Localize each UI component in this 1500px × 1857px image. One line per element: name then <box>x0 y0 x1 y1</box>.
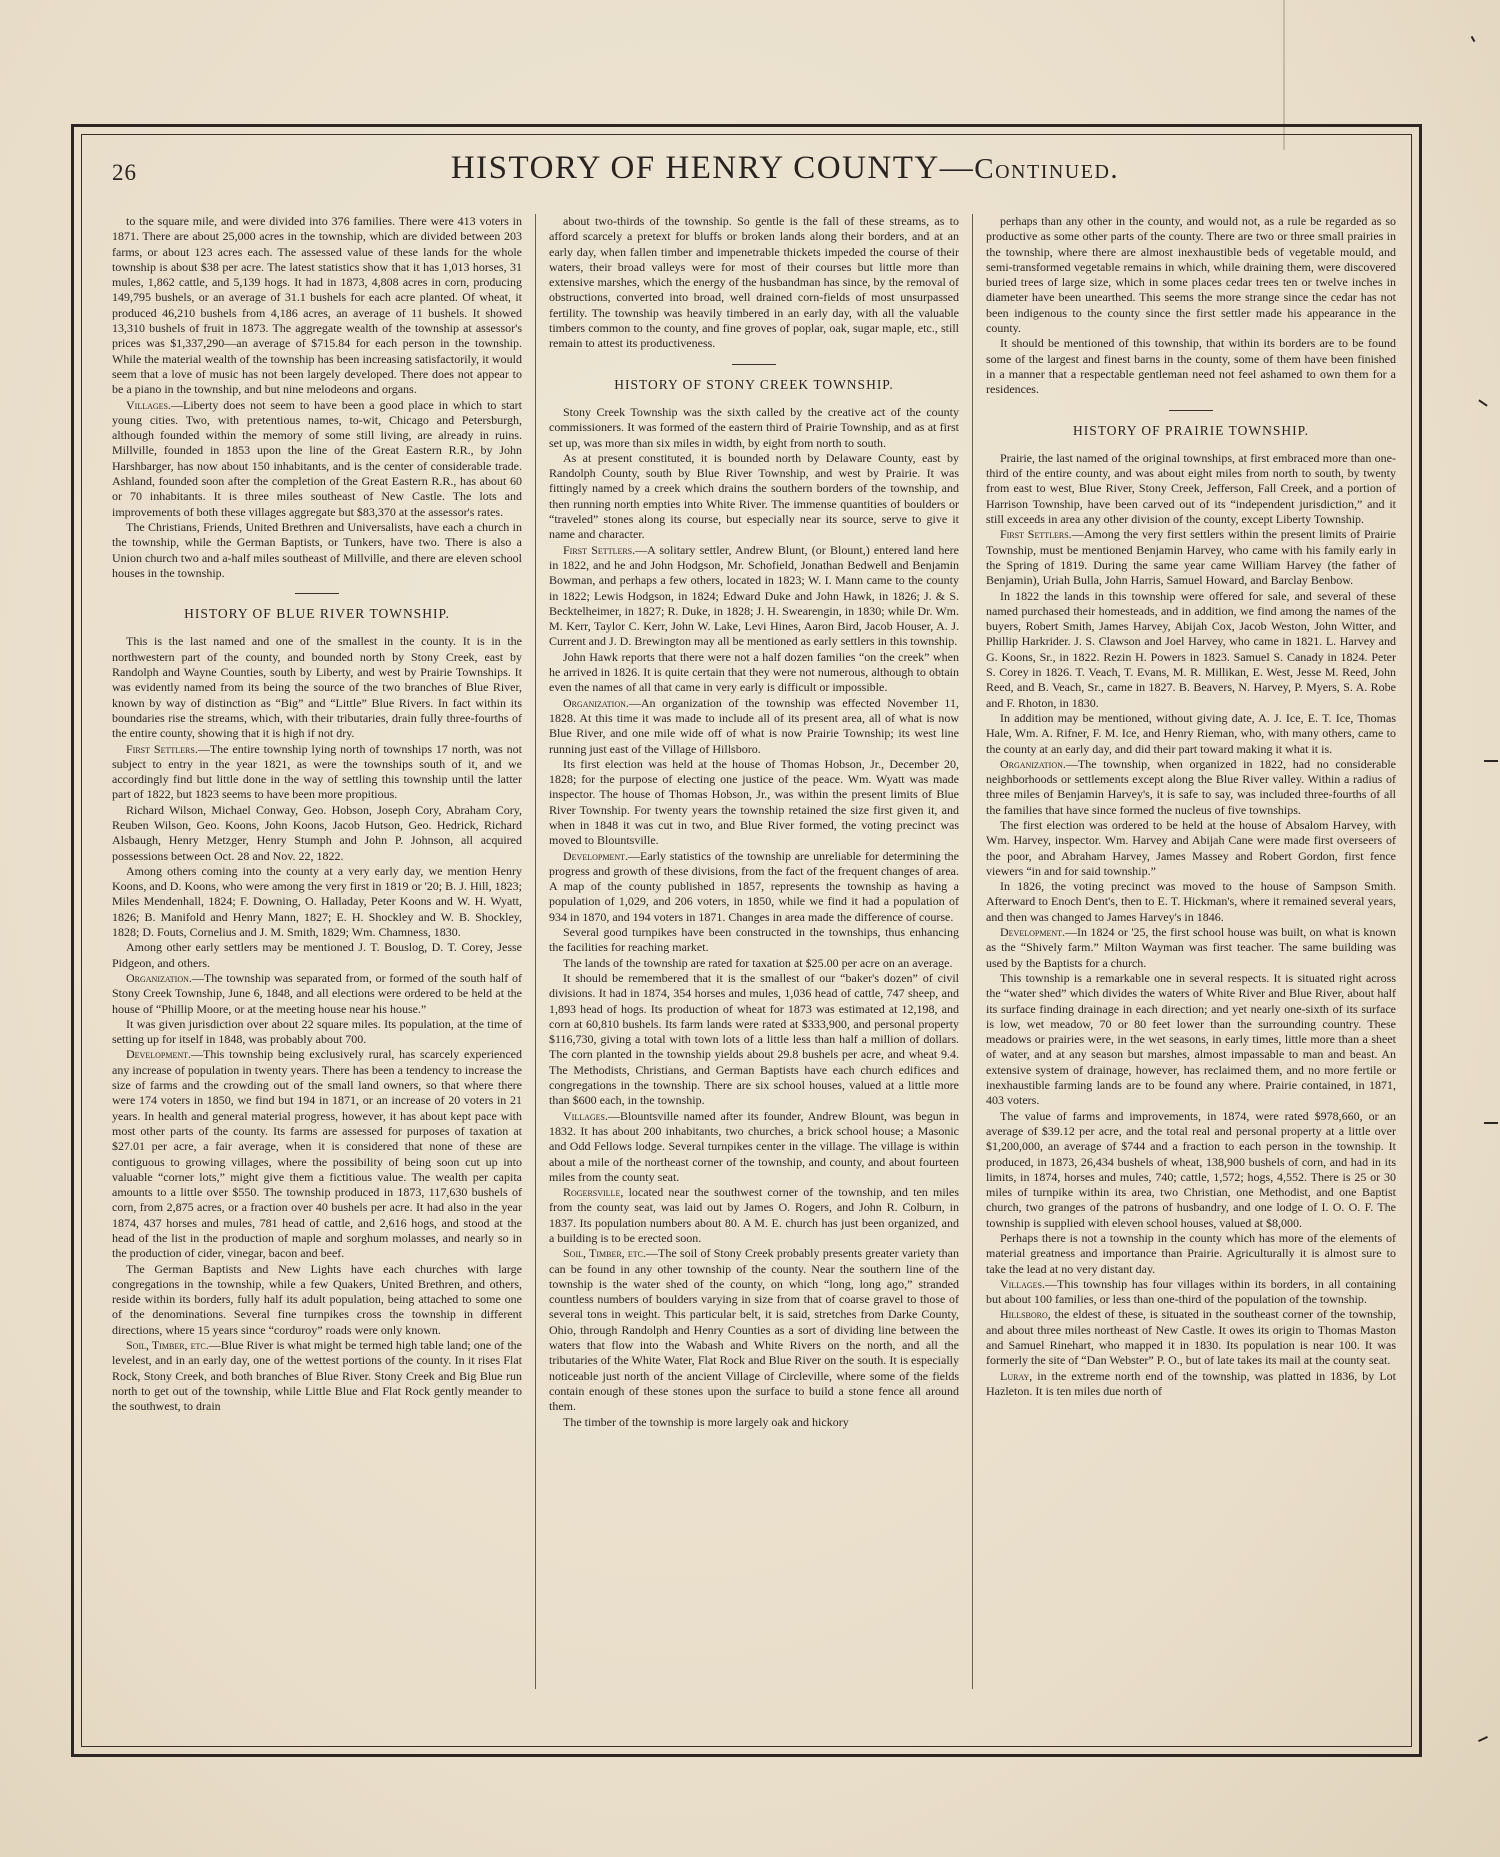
paragraph-text: perhaps than any other in the county, and would not, as a rule be regarded as so productive as some other parts of the county. There are two or three small prairies in the township, where there are almost inexhaustible beds of vegetable mould, and semi-transformed vegetable remains in which, while draining them, were discovered buried trees of large size, which in some places cedar trees ten or twelve inches in diameter have been unearthed. This seems the more strange since the cedar has not been indigenous to the county since the first settler made his appearance in the county. <box>986 214 1396 336</box>
paragraph-text: The lands of the township are rated for taxation at $25.00 per acre on an average. <box>563 955 953 970</box>
section-rule <box>1169 410 1213 411</box>
paragraph-text: —A solitary settler, Andrew Blunt, (or Blount,) entered land here in 1822, and he and John Hodgson, Mr. Schofield, Jonathan Bedwell and Benjamin Bowman, and perhaps a few others, located in 1823; W. I. Mann came to the county in 1822; Lewis Hodgson, in 1824; Edward Duke and John Hawk, in 1826; J. & S. Becktelheimer, in 1827; R. Duke, in 1828; J. H. Swearengin, in 1830; while Dr. Wm. M. Kerr, Taylor C. Kerr, John W. Lake, Levi Hines, Aaron Bird, Jacob Houser, A. J. Current and J. D. Brewington may all be mentioned as early settlers in this township. <box>549 542 959 649</box>
run-in-heading: Rogersville, <box>563 1185 624 1200</box>
run-in-heading: Hillsboro, <box>1000 1307 1051 1322</box>
paragraph <box>112 398 522 520</box>
paragraph-text: The German Baptists and New Lights have each churches with large congregations in the township, while a few Quakers, United Brethren, and others, reside within its borders, fully half its adult population, being attached to some one of the denominations. Several fine turnpikes cross the township in different directions, where 15 years since “corduroy” roads were only known. <box>112 1261 522 1337</box>
paragraph-text: about two-thirds of the township. So gentle is the fall of these streams, as to afford scarcely a pretext for bluffs or broken lands along their borders, and at an early day, when fallen timber and impenetrable thickets impeded the course of their waters, their broad valleys were for most of their courses but little more than extensive marshes, which the energy of the husbandman has since, by the removal of obstructions, converted into broad, well drained corn-fields of most unsurpassed fertility. The township was heavily timbered in an early day, with all the valuable timbers common to the county, and fine groves of poplar, oak, sugar maple, etc., still remain to attest its productiveness. <box>549 214 959 351</box>
paragraph-text: —The entire township lying north of townships 17 north, was not subject to entry in the year 1821, as were the townships south of it, and we accordingly find but little done in the way of settling this township until the latter part of 1822, but 1823 seems to have been more propitious. <box>112 741 522 802</box>
paragraph <box>986 818 1396 879</box>
paragraph <box>112 520 522 581</box>
paragraph-text: Perhaps there is not a township in the county which has more of the elements of material greatness and importance than Prairie. Agriculturally it is almost sure to take the lead at no very distant day. <box>986 1231 1396 1276</box>
text-column-1 <box>112 214 522 1712</box>
paragraph <box>549 214 959 352</box>
paragraph <box>549 757 959 849</box>
paragraph-text: the eldest of these, is situated in the southeast corner of the township, and about three miles northeast of New Castle. It owes its origin to Thomas Maston and Samuel Rinehart, who mapped it in 1830. Its population is near 100. It was formerly the site of “Dan Webster” P. O., but of late takes its mail at the county seat. <box>986 1307 1396 1368</box>
section-heading-block <box>112 593 522 621</box>
run-in-heading: Organization. <box>563 695 629 710</box>
paragraph <box>549 925 959 956</box>
paragraph-text: in the extreme north end of the township, was platted in 1836, by Lot Hazleton. It is ten miles due north of <box>986 1368 1396 1398</box>
paragraph <box>986 1307 1396 1368</box>
paragraph-text: Richard Wilson, Michael Conway, Geo. Hobson, Joseph Cory, Abraham Cory, Reuben Wilson, Geo. Koons, John Koons, Jacob Hutson, Geo. Hedrick, Richard Alsbaugh, Henry Metzger, Henry Stumph and John P. Johnson, all acquired possessions between Oct. 28 and Nov. 22, 1822. <box>112 802 522 863</box>
paragraph-text: Among other early settlers may be mentioned J. T. Bouslog, D. T. Corey, Jesse Pidgeon, and others. <box>112 940 522 970</box>
paragraph <box>549 1415 959 1430</box>
paragraph <box>986 711 1396 757</box>
run-in-heading: Soil, Timber, etc. <box>563 1246 647 1261</box>
section-heading: HISTORY OF PRAIRIE TOWNSHIP. <box>1072 422 1310 438</box>
paragraph <box>986 1231 1396 1277</box>
paragraph-text: Several good turnpikes have been constructed in the townships, thus enhancing the facilities for reaching market. <box>549 925 959 955</box>
paragraph <box>549 1185 959 1246</box>
paragraph-text: In addition may be mentioned, without giving date, A. J. Ice, E. T. Ice, Thomas Hale, Wm. A. Rifner, F. M. Ice, and Henry Rieman, who, with many others, came to the county at an early day, and did their part toward making it what it is. <box>986 710 1396 756</box>
paragraph-text: It was given jurisdiction over about 22 square miles. Its population, at the time of setting up for itself in 1848, was probably about 700. <box>112 1016 522 1047</box>
run-in-heading: Development. <box>1000 925 1065 940</box>
paragraph <box>112 1338 522 1414</box>
paragraph <box>112 940 522 971</box>
paragraph <box>549 451 959 543</box>
run-in-heading: Organization. <box>126 970 192 985</box>
paragraph <box>986 214 1396 336</box>
paragraph-text: Among others coming into the county at a very early day, we mention Henry Koons, and D. Koons, who were among the very first in 1819 or '20; B. J. Hill, 1823; Miles Mendenhall, 1824; F. Downing, O. Halladay, Peter Koons and W. H. Wyatt, 1826; B. Manifold and Henry Mann, 1827; E. H. Shockley and W. B. Shockley, 1828; D. Fouts, Cornelius and J. M. Smith, 1829; Wm. Chamness, 1830. <box>112 863 522 940</box>
paragraph <box>549 956 959 971</box>
section-heading-block <box>986 410 1396 438</box>
paragraph <box>549 543 959 650</box>
paragraph <box>986 589 1396 711</box>
paragraph-text: The first election was ordered to be held at the house of Absalom Harvey, with Wm. Harvey, inspector. Wm. Harvey and Abijah Cane were made first overseers of the poor, and Abraham Harvey, James Massey and Robert Gordon, first fence viewers “in and for said township.” <box>986 817 1396 878</box>
paragraph <box>549 650 959 696</box>
paragraph-text: Its first election was held at the house of Thomas Hobson, Jr., December 20, 1828; for the purpose of electing one justice of the peace. Wm. Wyatt was made inspector. The house of Thomas Hobson, Jr., was within the present limits of Blue River Township. For twenty years the township retained the size first given it, and when in 1848 it was cut in two, and Blue River formed, the voting precinct was moved to Blountsville. <box>549 756 959 848</box>
paragraph <box>112 1262 522 1338</box>
paragraph <box>112 971 522 1017</box>
paragraph <box>986 925 1396 971</box>
paragraph <box>549 1109 959 1185</box>
paragraph <box>112 1017 522 1048</box>
page-title <box>0 150 1500 187</box>
paragraph-text: located near the southwest corner of the township, and ten miles from the county seat, was laid out by James O. Rogers, and John R. Colburn, in 1837. Its population numbers about 80. A M. E. church has just been organized, and a building is to be erected soon. <box>549 1185 959 1245</box>
paragraph <box>112 742 522 803</box>
page-number: 26 <box>112 160 137 185</box>
paragraph-text: It should be remembered that it is the smallest of our “baker's dozen” of civil divisions. It had in 1874, 354 horses and mules, 1,036 head of cattle, 747 sheep, and 1,893 head of hogs. Its production of wheat for 1873 was estimated at 12,198, and corn at 60,810 bushels. Its farm lands were rated at $333,900, and personal property $116,730, giving a total with town lots of a little less than half a million of dollars. The corn planted in the township yields about 29.8 bushels per acre, and wheat 9.4. The Methodists, Christians, and German Baptists have each church edifices and congregations in the township. There are six school houses, valued at a little more than $600 each, in the township. <box>549 970 959 1108</box>
margin-mark <box>1484 1122 1498 1124</box>
section-rule <box>732 364 776 365</box>
paragraph <box>986 971 1396 1109</box>
paragraph-text: John Hawk reports that there were not a half dozen families “on the creek” when he arrived in 1826. It is quite certain that they were not numerous, although to obtain even the names of all that came in very early is difficult or impossible. <box>549 649 959 695</box>
paragraph-text: As at present constituted, it is bounded north by Delaware County, east by Randolph County, south by Blue River Township, and west by Prairie. It was fittingly named by a creek which drains the southern borders of the township, and then running north empties into White River. The immense quantities of boulders or “traveled” stones along its course, but especially near its source, serve to give it name and character. <box>549 450 959 542</box>
paragraph <box>112 214 522 398</box>
section-heading-block <box>549 364 959 392</box>
run-in-heading: Luray, <box>1000 1368 1033 1383</box>
paragraph-text: —In 1824 or '25, the first school house was built, on what is known as the “Shively farm.” Milton Wayman was first teacher. The same building was used by the Baptists for a church. <box>986 925 1396 970</box>
paragraph-text: —The township, when organized in 1822, had no considerable neighborhoods or settlements except along the Blue River valley. Within a radius of three miles of Benjamin Harvey's, it is safe to say, was included three-fourths of all the families that have since formed the nucleus of five townships. <box>986 756 1396 817</box>
paragraph <box>112 1047 522 1261</box>
margin-mark <box>1484 760 1498 762</box>
paragraph <box>549 849 959 925</box>
paragraph <box>986 1109 1396 1231</box>
run-in-heading: Organization. <box>1000 756 1066 771</box>
paragraph-text: Stony Creek Township was the sixth called by the creative act of the county commissioners. It was formed of the eastern third of Prairie Township, and as at first set up, was more than six miles in width, by eight from north to south. <box>549 404 959 450</box>
run-in-heading: Villages. <box>563 1108 608 1123</box>
paragraph-text: —Early statistics of the township are unreliable for determining the progress and growth of these divisions, from the fact of the frequent changes of area. A map of the county published in 1857, represents the township as having a population of 1,029, and 206 voters, in 1850, while we find it had a population of 934 in 1870, and 194 voters in 1871. Changes in area made the difference of course. <box>549 848 959 924</box>
page-title-main: HISTORY OF HENRY COUNTY— <box>450 150 975 186</box>
paragraph-text: Prairie, the last named of the original townships, at first embraced more than one-third of the entire county, and was about eight miles from north to south, by twenty from east to west, Blue River, Stony Creek, Jefferson, Fall Creek, and a portion of Harrison Township, have been carved out of its “independent jurisdiction,” and it still exceeds in area any other division of the county, except Liberty Township. <box>986 450 1396 527</box>
paragraph-text: —An organization of the township was effected November 11, 1828. At this time it was made to include all of its present area, all of what is now Blue River, and one mile wide off of what is now Prairie Township; its west line running just east of the Village of Hillsboro. <box>549 695 959 756</box>
run-in-heading: Villages. <box>1000 1276 1045 1291</box>
paragraph <box>986 527 1396 588</box>
run-in-heading: Development. <box>563 848 628 863</box>
paragraph-text: —This township has four villages within its borders, in all containing but about 100 families, or less than one-third of the population of the township. <box>986 1276 1396 1307</box>
paragraph-text: —This township being exclusively rural, has scarcely experienced any increase of population in twenty years. There has been a tendency to increase the size of farms and the crowding out of the small land owners, so that where there were 174 voters in 1850, we find but 194 in 1871, or an increase of 20 voters in 21 years. In health and general material progress, however, it has about kept pace with most other parts of the county. Its farms are assessed for purposes of taxation at $27.01 per acre, a fair average, when it is considered that none of these are contiguous to growing villages, where the possibility of being soon cut up into valuable “corner lots,” might give them a fictitious value. The wealth per capita amounts to a little over $550. The township produced in 1873, 117,630 bushels of corn, from 2,875 acres, or a fraction over 40 bushels per acre. It had also in the year 1874, 437 horses and mules, 781 head of cattle, and 2,616 hogs, and stood at the head of the list in the production of maple and sorghum molasses, and nearly so in the production of cider, vinegar, bacon and beef. <box>112 1047 522 1261</box>
paragraph <box>112 803 522 864</box>
paragraph-text: This township is a remarkable one in several respects. It is situated right across the “water shed” which divides the waters of White River and Blue River, about half its surface finding drainage in each direction; and yet nearly one-sixth of its surface is low, wet meadow, 70 or 80 feet lower than the surrounding country. These meadows or prairies were, in the wet seasons, in early times, little more than a sheet of water, and at any season but marshes, almost impassable to man and beast. An extensive system of drainage, however, has reclaimed them, and no more fertile or inexhaustible farming lands are to be found any where. Prairie contained, in 1871, 403 voters. <box>986 970 1396 1108</box>
paragraph <box>112 864 522 940</box>
paragraph-text: —Among the very first settlers within the present limits of Prairie Township, must be mentioned Benjamin Harvey, who came with his family early in the Spring of 1819. During the same year came William Harvey (the father of Benjamin), Uriah Bulla, John Harris, Samuel Howard, and Barclay Benbow. <box>986 527 1396 588</box>
paragraph-text: —Liberty does not seem to have been a good place in which to start young cities. Two, with pretentious names, to-wit, Chicago and Petersburgh, although founded within the memory of some still living, are already in ruins. Millville, founded in 1853 upon the line of the Great Eastern R.R., by John Harshbarger, has now about 150 inhabitants, and is the center of considerable trade. Ashland, founded soon after the completion of the Great Eastern R.R., has about 60 or 70 inhabitants. It is three miles southeast of New Castle. The lots and improvements of both these villages aggregate but $83,370 at the assessor's rates. <box>112 397 522 519</box>
paragraph-text: —The township was separated from, or formed of the south half of Stony Creek Township, June 6, 1848, and all elections were ordered to be held at the house of “Phillip Moore, or at the meeting house near his house.” <box>112 970 522 1016</box>
run-in-heading: Development. <box>126 1047 191 1062</box>
paragraph-text: —Blue River is what might be termed high table land; one of the levelest, and in an early day, one of the wettest portions of the county. In it rises Flat Rock, Stony Creek, and both branches of Blue River. Stony Creek and Big Blue run north to get out of the township, while Little Blue and Flat Rock gently meander to the southwest, to drain <box>112 1338 522 1414</box>
paragraph <box>112 634 522 741</box>
paragraph-text: to the square mile, and were divided into 376 families. There were 413 voters in 1871. There are about 25,000 acres in the township, which are divided between 203 farms, or about 123 acres each. The assessed value of these lands for the whole township is about $38 per acre. The latest statistics show that it has 1,013 horses, 31 mules, 1,862 cattle, and 5,139 hogs. It had in 1873, 4,808 acres in corn, producing 149,795 bushels, or an average of 31.1 bushels for each acre planted. Of wheat, it produced 46,210 bushels from 4,186 acres, an average of 11 bushels. It showed 13,310 bushels of fruit in 1873. The aggregate wealth of the township at assessor's prices was $1,337,290—an average of $715.84 for each person in the township. While the material wealth of the township has been increasing satisfactorily, it would seem that a love of music has not been largely developed. There does not appear to be a piano in the township, and but nine melodeons and organs. <box>112 214 522 397</box>
paragraph-text: The Christians, Friends, United Brethren and Universalists, have each a church in the township, while the German Baptists, or Tunkers, have two. There is also a Union church two and a-half miles southeast of Millville, and there are eleven school houses in the township. <box>112 519 522 580</box>
run-in-heading: First Settlers. <box>126 741 198 756</box>
paragraph-text: This is the last named and one of the smallest in the county. It is in the northwestern part of the county, and bounded north by Stony Creek, east by Randolph and Wayne Counties, south by Liberty, and west by Prairie Townships. It was evidently named from its being the source of the two branches of Blue River, known by way of distinction as “Big” and “Little” Blue Rivers. In fact within its boundaries rise the streams, which, with their tributaries, drain fully three-fourths of the entire county, showing that it is high if not dry. <box>112 634 522 741</box>
paragraph <box>549 696 959 757</box>
paragraph <box>986 1277 1396 1308</box>
paragraph <box>549 405 959 451</box>
paragraph-text: It should be mentioned of this township, that within its borders are to be found some of the largest and finest barns in the county, some of them have been finished in a manner that a respectable gentleman need not feel ashamed to own them for a residences. <box>986 336 1396 397</box>
paragraph-text: —The soil of Stony Creek probably presents greater variety than can be found in any other township of the county. Near the southern line of the township is the water shed of the county, on which “long, long ago,” stranded countless numbers of boulders varying in size from that of coarse gravel to those of several tons in weight. This particular belt, it is said, stretches from Darke County, Ohio, through Randolph and Henry Counties as a sort of dividing line between the waters that flow into the Wabash and White Rivers on the north, and all the tributaries of the White Water, Flat Rock and Blue River on the south. It is especially noticeable just north of the ancient Village of Circleville, where some of the fields contain enough of these stones upon the surface to build a stone fence all around them. <box>549 1246 959 1414</box>
text-column-2 <box>549 214 959 1712</box>
paragraph-text: —Blountsville named after its founder, Andrew Blount, was begun in 1832. It has about 200 inhabitants, two churches, a brick school house; a Masonic and Odd Fellows lodge. Several turnpikes center in the village. The village is within about a mile of the northeast corner of the township, and county, and about fourteen miles from the county seat. <box>549 1108 959 1184</box>
text-columns <box>112 214 1402 1714</box>
column-divider <box>535 214 536 1689</box>
paragraph <box>986 879 1396 925</box>
paragraph <box>986 757 1396 818</box>
paragraph-text: The timber of the township is more largely oak and hickory <box>563 1414 849 1429</box>
text-column-3 <box>986 214 1396 1712</box>
section-heading: HISTORY OF BLUE RIVER TOWNSHIP. <box>184 606 450 622</box>
paragraph-text: In 1826, the voting precinct was moved to the house of Sampson Smith. Afterward to Enoch Dent's, then to E. T. Hickman's, where it remained several years, and then was changed to James Harvey's in 1846. <box>986 879 1396 924</box>
section-heading: HISTORY OF STONY CREEK TOWNSHIP. <box>614 376 894 392</box>
paragraph <box>986 1369 1396 1400</box>
column-divider <box>972 214 973 1689</box>
paragraph <box>986 336 1396 397</box>
paragraph-text: The value of farms and improvements, in 1874, were rated $978,660, or an average of $39.12 per acre, and the total real and personal property at a little over $1,200,000, an average of $744 and a fraction to each person in the township. It produced, in 1873, 26,434 bushels of wheat, 138,900 bushels of corn, and had in its limits, in 1874, horses and mules, 740; cattle, 1,572; hogs, 4,552. There is 25 or 30 miles of turnpike within its area, two Christian, one Methodist, and one Baptist church, two granges of the patrons of husbandry, and one lodge of I. O. O. F. The township is supplied with eleven school houses, valued at $8,000. <box>986 1108 1396 1230</box>
paragraph <box>549 1246 959 1414</box>
run-in-heading: Soil, Timber, etc. <box>126 1338 209 1353</box>
section-rule <box>295 593 339 594</box>
run-in-heading: First Settlers. <box>1000 527 1072 542</box>
run-in-heading: Villages. <box>126 397 171 412</box>
page-title-continued: Continued. <box>974 153 1120 185</box>
paragraph <box>986 451 1396 527</box>
run-in-heading: First Settlers. <box>563 542 636 557</box>
paragraph <box>549 971 959 1109</box>
paragraph-text: In 1822 the lands in this township were offered for sale, and several of these named purchased their homesteads, and in addition, we find among the names of the buyers, Robert Smith, James Harvey, Abijah Cox, Jacob Weston, John Witter, and Phillip Harkrider. J. S. Clawson and Joel Harvey, who came in 1821. L. Harvey and G. Koons, Sr., in 1822. Rezin H. Powers in 1823. Samuel S. Canady in 1824. Peter S. Corey in 1826. T. Veach, T. Evans, M. R. Millikan, E. West, Jesse M. Reed, John Reed, and B. Veach, Sr., came in 1827. B. Beavers, N. Harvey, P. Myers, S. A. Robe and F. Rhoton, in 1830. <box>986 588 1396 710</box>
